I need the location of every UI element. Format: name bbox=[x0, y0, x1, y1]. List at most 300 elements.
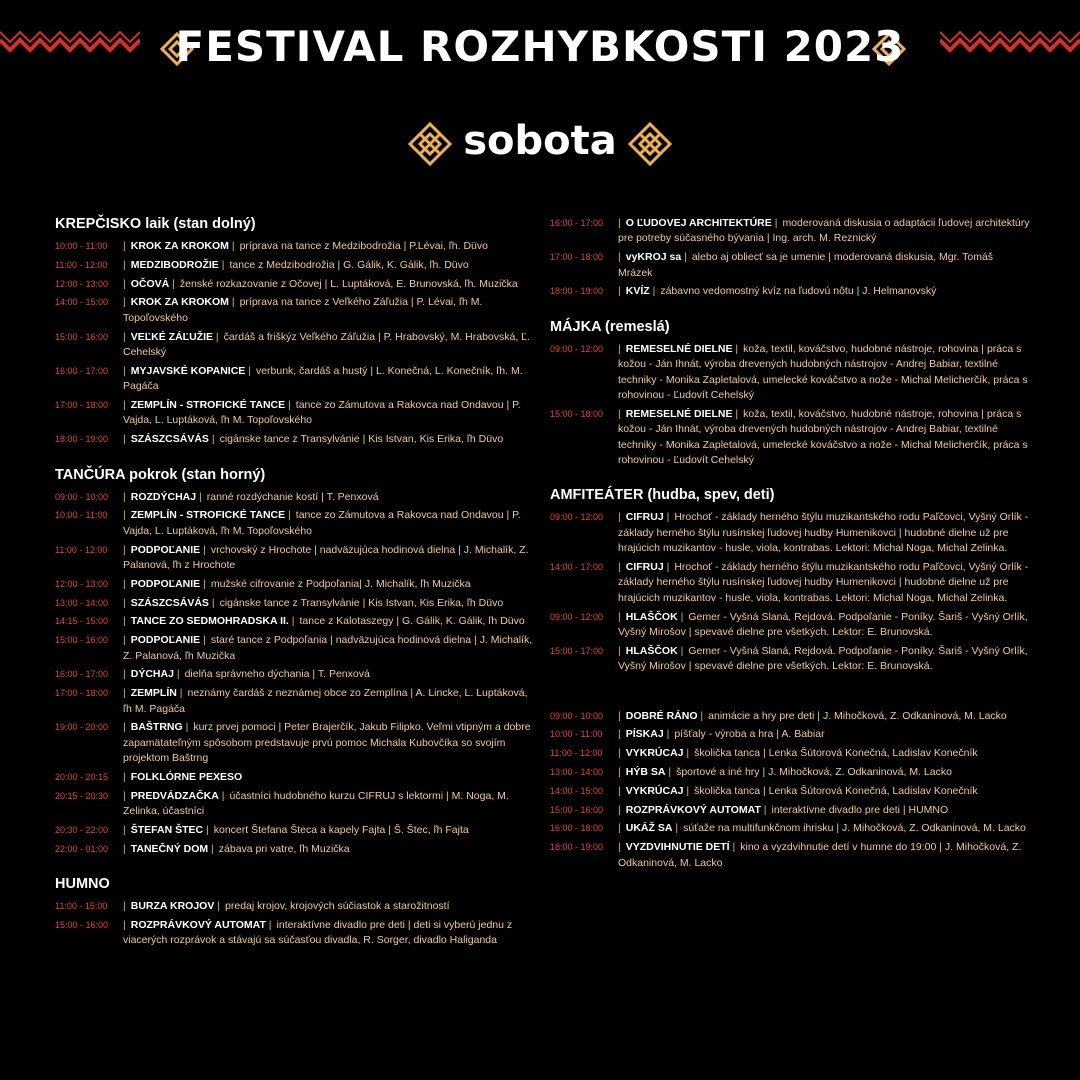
separator: | bbox=[649, 285, 656, 298]
time-range: 17:00 - 18:00 bbox=[550, 252, 604, 263]
event-name: VYZDVIHNUTIE DETÍ bbox=[625, 841, 730, 854]
separator: | bbox=[123, 615, 126, 628]
day-title: sobota bbox=[463, 118, 617, 164]
event-name: BURZA KROJOV bbox=[130, 900, 215, 913]
event-description: ženské rozkazovanie z Očovej | L. Luptáková, E. Brunovská, ľh. Muzička bbox=[179, 277, 518, 290]
time-range: 15:00 - 16:00 bbox=[55, 635, 109, 646]
event-name: CIFRUJ bbox=[625, 561, 664, 574]
event-description: predaj krojov, krojových súčiastok a starožitností bbox=[225, 900, 450, 913]
left-column bbox=[55, 215, 535, 967]
event-text bbox=[618, 216, 1030, 247]
separator: | bbox=[732, 407, 739, 420]
event-description: súťaže na multifunkčnom ihrisku | J. Mihočková, Z. Odkaninová, M. Lacko bbox=[683, 822, 1026, 835]
festival-title: FESTIVAL ROZHYBKOSTI 2023 bbox=[175, 22, 905, 71]
time-range: 14:00 - 15:00 bbox=[550, 785, 604, 796]
separator: | bbox=[218, 258, 225, 271]
event-name: ROZPRÁVKOVÝ AUTOMAT bbox=[625, 803, 761, 816]
time-range: 12:00 - 13:00 bbox=[55, 578, 109, 589]
program-row bbox=[550, 560, 1030, 606]
event-text bbox=[618, 284, 1030, 299]
time-range: 10:00 - 11:00 bbox=[550, 729, 603, 740]
separator: | bbox=[208, 842, 214, 855]
program-row bbox=[55, 720, 535, 766]
time-range: 11:00 - 12:00 bbox=[55, 259, 108, 270]
event-name: ZEMPLÍN bbox=[130, 687, 177, 700]
program-section bbox=[55, 466, 535, 858]
separator: | bbox=[285, 509, 291, 522]
event-description: príprava na tance z Veľkého Záľužia | P. Lévai, ľh M. Topoľovského bbox=[123, 296, 483, 324]
time-range: 17:00 - 18:00 bbox=[55, 688, 109, 699]
section-title: TANČÚRA pokrok (stan horný) bbox=[55, 466, 266, 483]
event-text bbox=[618, 727, 1030, 742]
separator: | bbox=[618, 728, 621, 741]
separator: | bbox=[618, 407, 621, 420]
event-text bbox=[123, 789, 535, 820]
section-title: AMFITEÁTER (hudba, spev, deti) bbox=[550, 487, 775, 504]
event-name: MYJAVSKÉ KOPANICE bbox=[130, 364, 246, 377]
separator: | bbox=[228, 240, 235, 252]
event-name: PODPOĽANIE bbox=[130, 577, 201, 590]
event-name: TANCE ZO SEDMOHRADSKA II. bbox=[130, 615, 289, 628]
program-row bbox=[55, 614, 535, 629]
event-description: Hrochoť - základy herného štýlu muzikantského rodu Paľčovci, Vyšný Orlík - základy herného štýlu rusínskej ľudovej hudby Humenikovci | hudobné dielne už pre hrajúcich muzikantov - husle, viola, kontrabas. Lektori: Michal Noga, Michal Zelinka. bbox=[618, 561, 1029, 604]
separator: | bbox=[663, 561, 670, 574]
program-section bbox=[550, 693, 1030, 871]
event-text bbox=[123, 899, 535, 914]
separator: | bbox=[214, 900, 221, 913]
program-row bbox=[550, 250, 1030, 281]
event-name: OČOVÁ bbox=[130, 277, 170, 290]
separator: | bbox=[123, 258, 126, 271]
program-row bbox=[550, 765, 1030, 780]
event-text bbox=[123, 508, 535, 539]
program-row bbox=[55, 770, 535, 785]
separator: | bbox=[169, 277, 175, 290]
separator: | bbox=[618, 822, 621, 835]
program-row bbox=[55, 364, 535, 395]
event-name: BAŠTRNG bbox=[130, 721, 183, 734]
event-name: KROK ZA KROKOM bbox=[130, 296, 229, 309]
event-name: HLAŠČOK bbox=[625, 610, 678, 623]
program-row bbox=[550, 216, 1030, 247]
event-text bbox=[618, 407, 1030, 469]
event-description: dielňa správneho dýchania | T. Penxová bbox=[184, 668, 370, 681]
event-name: KROK ZA KROKOM bbox=[130, 240, 229, 252]
event-description: zábava pri vatre, ľh Muzička bbox=[218, 842, 350, 855]
section-title: MÁJKA (remeslá) bbox=[550, 318, 670, 335]
separator: | bbox=[618, 511, 621, 524]
event-description: Gemer - Vyšná Slaná, Rejdová. Podpoľanie - Poníky. Šariš - Vyšný Orlík, Vyšný Mirošov | spevavé dielne pre všetkých. Lektor: E. Brunovská. bbox=[618, 644, 1028, 673]
separator: | bbox=[732, 342, 739, 355]
program-row bbox=[550, 284, 1030, 299]
event-description: cigánske tance z Transylvánie | Kis Istvan, Kis Erika, ľh Düvo bbox=[219, 433, 504, 446]
program-row bbox=[55, 258, 535, 273]
separator: | bbox=[123, 668, 126, 681]
program-row bbox=[55, 543, 535, 574]
right-column bbox=[550, 216, 1030, 889]
section-gap bbox=[550, 693, 1030, 709]
time-range: 14:00 - 17:00 bbox=[550, 562, 604, 573]
separator: | bbox=[213, 330, 219, 343]
time-range: 22:00 - 01:00 bbox=[55, 843, 109, 854]
event-text bbox=[123, 842, 535, 857]
separator: | bbox=[618, 561, 621, 574]
time-range: 09:00 - 10:00 bbox=[55, 491, 109, 502]
time-range: 20:30 - 22:00 bbox=[55, 825, 109, 836]
time-range: 20:00 - 20:15 bbox=[55, 772, 109, 783]
separator: | bbox=[683, 747, 690, 760]
separator: | bbox=[200, 577, 206, 590]
time-range: 15:00 - 16:00 bbox=[55, 920, 109, 931]
event-text bbox=[618, 709, 1030, 724]
event-text bbox=[123, 330, 535, 361]
time-range: 11:00 - 12:00 bbox=[55, 544, 108, 555]
separator: | bbox=[663, 511, 670, 524]
event-description: interaktívne divadlo pre deti | deti si vyberú jednu z viacerých rozprávok a stávajú sa súčasťou divadla, R. Sorger, divadlo Haliganda bbox=[123, 919, 513, 947]
event-name: ZEMPLÍN - STROFICKÉ TANCE bbox=[130, 509, 286, 522]
event-text bbox=[123, 398, 535, 429]
time-range: 15:00 - 16:00 bbox=[550, 804, 604, 815]
event-name: O ĽUDOVEJ ARCHITEKTÚRE bbox=[625, 217, 772, 229]
program-row bbox=[550, 821, 1030, 836]
time-range: 09:00 - 12:00 bbox=[550, 343, 604, 354]
event-description: interaktívne divadlo pre deti | HUMNO bbox=[771, 803, 949, 816]
time-range: 16:00 - 18:00 bbox=[550, 823, 604, 834]
event-name: FOLKLÓRNE PEXESO bbox=[130, 771, 243, 784]
program-row bbox=[55, 330, 535, 361]
separator: | bbox=[683, 784, 690, 797]
program-row bbox=[55, 667, 535, 682]
separator: | bbox=[665, 766, 672, 779]
program-row bbox=[55, 490, 535, 505]
program-row bbox=[55, 823, 535, 838]
event-description: ranné rozdýchanie kostí | T. Penxová bbox=[206, 490, 379, 503]
separator: | bbox=[123, 490, 126, 503]
separator: | bbox=[618, 285, 621, 298]
separator: | bbox=[218, 789, 225, 802]
event-text bbox=[123, 490, 535, 505]
separator: | bbox=[123, 240, 126, 252]
separator: | bbox=[618, 803, 621, 816]
separator: | bbox=[677, 644, 684, 657]
event-text bbox=[123, 432, 535, 447]
event-name: ROZPRÁVKOVÝ AUTOMAT bbox=[130, 919, 266, 932]
separator: | bbox=[123, 771, 126, 784]
event-name: SZÁSZCSÁVÁS bbox=[130, 596, 209, 609]
program-section bbox=[550, 216, 1030, 300]
event-name: PREDVÁDZAČKA bbox=[130, 789, 219, 802]
time-range: 16:00 - 17:00 bbox=[55, 669, 109, 680]
program-row bbox=[55, 596, 535, 611]
event-name: ZEMPLÍN - STROFICKÉ TANCE bbox=[130, 399, 286, 411]
program-row bbox=[550, 746, 1030, 761]
event-text bbox=[618, 803, 1030, 818]
separator: | bbox=[182, 721, 189, 734]
separator: | bbox=[618, 766, 621, 779]
program-section bbox=[550, 318, 1030, 469]
event-name: PODPOĽANIE bbox=[130, 543, 201, 556]
time-range: 10:00 - 11:00 bbox=[55, 241, 108, 251]
event-description: tance zo Zámutova a Rakovca nad Ondavou | P. Vajda, L. Luptáková, ľh M. Topoľovského bbox=[123, 399, 521, 427]
event-text bbox=[123, 239, 535, 254]
separator: | bbox=[123, 687, 126, 700]
program-row bbox=[550, 784, 1030, 799]
event-description: animácie a hry pre deti | J. Mihočková, Z. Odkaninová, M. Lacko bbox=[708, 709, 1007, 722]
separator: | bbox=[618, 610, 621, 623]
event-name: REMESELNÉ DIELNE bbox=[625, 407, 733, 420]
separator: | bbox=[228, 296, 235, 309]
event-name: VYKRÚCAJ bbox=[625, 747, 684, 760]
event-text bbox=[618, 560, 1030, 606]
time-range: 17:00 - 18:00 bbox=[55, 400, 109, 410]
event-name: KVÍZ bbox=[625, 285, 650, 298]
separator: | bbox=[123, 577, 126, 590]
separator: | bbox=[123, 596, 126, 609]
separator: | bbox=[123, 543, 126, 556]
event-description: koža, textil, kováčstvo, hudobné nástroje, rohovina | práca s kožou - Ján Ihnát, výroba drevených hudobných nástrojov - Andrej Babiar, textilné techniky - Monika Zapletalová, umelecké kováčstvo a nože - Michal Melicherčík, práca s rohovinou - Ľudovít Cehelský bbox=[618, 407, 1028, 467]
event-name: PODPOĽANIE bbox=[130, 634, 201, 647]
time-range: 13:00 - 14:00 bbox=[55, 597, 109, 608]
separator: | bbox=[618, 841, 621, 854]
event-description: kurz prvej pomoci | Peter Brajerčík, Jakub Filipko. Veľmi vtipným a dobre zapamätateľným spôsobom predstavuje prvú pomoc Michala Kubovčíka so svojím projektom Baštrng bbox=[123, 721, 531, 765]
separator: | bbox=[265, 919, 272, 932]
separator: | bbox=[176, 687, 183, 700]
separator: | bbox=[663, 728, 670, 741]
event-text bbox=[618, 510, 1030, 556]
separator: | bbox=[245, 364, 251, 377]
event-text bbox=[123, 667, 535, 682]
event-description: staré tance z Podpoľania | nadväzujúca hodinová dielna | J. Michalík, Z. Palanová, ľh Muzička bbox=[123, 634, 533, 662]
program-row bbox=[550, 709, 1030, 724]
event-description: koncert Štefana Šteca a kapely Fajta | Š. Štec, ľh Fajta bbox=[213, 824, 469, 837]
separator: | bbox=[697, 709, 704, 722]
separator: | bbox=[618, 217, 621, 229]
separator: | bbox=[771, 217, 778, 229]
event-name: DOBRÉ RÁNO bbox=[625, 709, 698, 722]
event-text bbox=[618, 644, 1030, 675]
event-name: TANEČNÝ DOM bbox=[130, 842, 209, 855]
separator: | bbox=[618, 784, 621, 797]
program-row bbox=[550, 840, 1030, 871]
event-description: športové a iné hry | J. Mihočková, Z. Odkaninová, M. Lacko bbox=[676, 766, 952, 779]
separator: | bbox=[200, 634, 206, 647]
event-text bbox=[123, 770, 535, 785]
program-section bbox=[55, 215, 535, 448]
separator: | bbox=[681, 251, 687, 264]
time-range: 19:00 - 20:00 bbox=[55, 722, 109, 733]
separator: | bbox=[123, 900, 126, 913]
event-description: účastníci hudobného kurzu CIFRUJ s lektormi | M. Noga, M. Zelinka, účastníci bbox=[123, 789, 509, 818]
event-text bbox=[123, 614, 535, 629]
event-text bbox=[123, 543, 535, 574]
event-name: HÝB SA bbox=[625, 766, 666, 779]
time-range: 15:00 - 17:00 bbox=[550, 645, 604, 656]
separator: | bbox=[760, 803, 767, 816]
program-row bbox=[55, 899, 535, 914]
time-range: 14:00 - 15:00 bbox=[55, 297, 109, 308]
separator: | bbox=[672, 822, 679, 835]
time-range: 15:00 - 18:00 bbox=[550, 408, 604, 419]
separator: | bbox=[618, 342, 621, 355]
event-name: ŠTEFAN ŠTEC bbox=[130, 824, 204, 837]
program-row bbox=[55, 842, 535, 857]
time-range: 09:00 - 12:00 bbox=[550, 512, 604, 523]
event-text bbox=[618, 840, 1030, 871]
event-description: cigánske tance z Transylvánie | Kis Istvan, Kis Erika, ľh Düvo bbox=[219, 596, 504, 609]
event-name: PÍSKAJ bbox=[625, 728, 664, 741]
separator: | bbox=[123, 364, 126, 377]
event-text bbox=[618, 342, 1030, 404]
time-range: 16:00 - 17:00 bbox=[550, 218, 604, 228]
event-text bbox=[618, 250, 1030, 281]
separator: | bbox=[123, 721, 126, 734]
event-name: REMESELNÉ DIELNE bbox=[625, 342, 733, 355]
event-name: HLAŠČOK bbox=[625, 644, 678, 657]
separator: | bbox=[208, 433, 215, 446]
time-range: 20:15 - 20:30 bbox=[55, 790, 109, 801]
event-name: DÝCHAJ bbox=[130, 668, 174, 681]
program-row bbox=[550, 644, 1030, 675]
program-row bbox=[550, 610, 1030, 641]
separator: | bbox=[288, 615, 295, 628]
program-row bbox=[55, 277, 535, 292]
event-name: VYKRÚCAJ bbox=[625, 784, 684, 797]
event-text bbox=[123, 596, 535, 611]
event-text bbox=[123, 577, 535, 592]
time-range: 14:15 - 15:00 bbox=[55, 616, 109, 627]
separator: | bbox=[173, 668, 180, 681]
event-text bbox=[123, 295, 535, 326]
event-description: neznámy čardáš z neznámej obce zo Zemplína | A. Lincke, L. Luptáková, ľh M. Pagáča bbox=[123, 687, 528, 715]
time-range: 12:00 - 13:00 bbox=[55, 278, 109, 289]
event-description: školička tanca | Lenka Šútorová Konečná, Ladislav Konečník bbox=[694, 784, 978, 797]
separator: | bbox=[203, 824, 209, 837]
event-text bbox=[123, 258, 535, 273]
header bbox=[0, 0, 1080, 180]
time-range: 18:00 - 19:00 bbox=[550, 842, 604, 853]
event-text bbox=[123, 364, 535, 395]
event-description: školička tanca | Lenka Šútorová Konečná, Ladislav Konečník bbox=[694, 747, 978, 760]
event-name: SZÁSZCSÁVÁS bbox=[130, 433, 209, 446]
program-row bbox=[550, 510, 1030, 556]
separator: | bbox=[196, 490, 202, 503]
time-range: 15:00 - 16:00 bbox=[55, 331, 109, 342]
separator: | bbox=[123, 919, 126, 932]
time-range: 16:00 - 17:00 bbox=[55, 365, 109, 376]
event-description: verbunk, čardáš a hustý | L. Konečná, L. Konečník, ľh. M. Pagáča bbox=[123, 364, 523, 393]
event-text bbox=[618, 765, 1030, 780]
event-description: Hrochoť - základy herného štýlu muzikantského rodu Paľčovci, Vyšný Orlík - základy herného štýlu rusínskej ľudovej hudby Humenikovci | hudobné dielne už pre hrajúcich muzikantov - husle, viola, kontrabas. Lektori: Michal Noga, Michal Zelinka. bbox=[618, 511, 1029, 555]
separator: | bbox=[729, 841, 736, 854]
event-name: ROZDÝCHAJ bbox=[130, 490, 197, 503]
program-row bbox=[55, 295, 535, 326]
event-description: mužské cifrovanie z Podpoľania| J. Michalík, ľh Muzička bbox=[210, 577, 471, 590]
separator: | bbox=[123, 399, 126, 411]
time-range: 18:00 - 19:00 bbox=[55, 434, 109, 445]
program-row bbox=[550, 342, 1030, 404]
separator: | bbox=[618, 709, 621, 722]
time-range: 11:00 - 12:00 bbox=[550, 748, 603, 759]
event-description: píšťaly - výroba a hra | A. Babiar bbox=[674, 728, 825, 741]
event-description: kino a vyzdvihnutie detí v humne do 19:00 | J. Mihočková, Z. Odkaninová, M. Lacko bbox=[618, 841, 1022, 869]
separator: | bbox=[208, 596, 215, 609]
program-row bbox=[550, 727, 1030, 742]
separator: | bbox=[200, 543, 206, 556]
event-text bbox=[123, 686, 535, 717]
event-name: UKÁŽ SA bbox=[625, 822, 673, 835]
event-text bbox=[618, 610, 1030, 641]
event-text bbox=[618, 784, 1030, 799]
time-range: 18:00 - 19:00 bbox=[550, 286, 604, 297]
time-range: 09:00 - 12:00 bbox=[550, 611, 604, 622]
separator: | bbox=[123, 277, 126, 290]
event-description: alebo aj oblieсť sa je umenie | moderovaná diskusia, Mgr. Tomáš Mrázek bbox=[618, 251, 994, 279]
separator: | bbox=[123, 296, 126, 309]
event-description: Gemer - Vyšná Slaná, Rejdová. Podpoľanie - Poníky. Šariš - Vyšný Orlík, Vyšný Mirošov | spevavé dielne pre všetkých. Lektor: E. Brunovská. bbox=[618, 610, 1028, 639]
program-row bbox=[550, 803, 1030, 818]
program-row bbox=[55, 789, 535, 820]
program-row bbox=[55, 398, 535, 429]
event-name: VEĽKÉ ZÁĽUŽIE bbox=[130, 330, 213, 343]
program-row bbox=[55, 432, 535, 447]
separator: | bbox=[123, 824, 126, 837]
program-row bbox=[55, 686, 535, 717]
separator: | bbox=[123, 789, 126, 802]
event-name: MEDZIBODROŽIE bbox=[130, 258, 219, 271]
program-row bbox=[55, 239, 535, 254]
program-row bbox=[55, 508, 535, 539]
separator: | bbox=[123, 634, 126, 647]
program-row bbox=[550, 407, 1030, 469]
separator: | bbox=[618, 644, 621, 657]
program-row bbox=[55, 918, 535, 949]
event-text bbox=[123, 823, 535, 838]
event-name: vyKROJ sa bbox=[625, 251, 682, 264]
separator: | bbox=[123, 433, 126, 446]
event-description: zábavno vedomostný kvíz na ľudovú nôtu | J. Helmanovský bbox=[660, 285, 937, 298]
time-range: 13:00 - 14:00 bbox=[550, 767, 604, 778]
event-description: príprava na tance z Medzibodrožia | P.Lévai, ľh. Düvo bbox=[239, 240, 488, 252]
event-text bbox=[123, 918, 535, 949]
event-description: tance z Medzibodrožia | G. Gálik, K. Gálik, ľh. Düvo bbox=[229, 258, 469, 271]
event-text bbox=[618, 821, 1030, 836]
event-description: koža, textil, kováčstvo, hudobné nástroje, rohovina | práca s kožou - Ján Ihnát, výroba drevených hudobných nástrojov - Andrej Babiar, textilné techniky - Monika Zapletalová, umelecké kováčstvo a nože - Michal Melicherčík, práca s rohovinou - Ľudovít Cehelský bbox=[618, 342, 1028, 402]
event-text bbox=[123, 633, 535, 664]
event-text bbox=[123, 720, 535, 766]
section-title: HUMNO bbox=[55, 876, 110, 893]
event-description: tance z Kalotaszegy | G. Gálik, K. Gálik, ľh Düvo bbox=[299, 615, 525, 628]
program-section bbox=[55, 875, 535, 949]
separator: | bbox=[285, 399, 291, 411]
event-description: vrchovský z Hrochote | nadväzujúca hodinová dielna | J. Michalík, Z. Palanová, ľh z Hrochote bbox=[123, 543, 529, 572]
program-row bbox=[55, 633, 535, 664]
time-range: 10:00 - 11:00 bbox=[55, 510, 108, 521]
separator: | bbox=[123, 842, 126, 855]
time-range: 11:00 - 15:00 bbox=[55, 901, 108, 912]
event-text bbox=[618, 746, 1030, 761]
event-name: CIFRUJ bbox=[625, 511, 664, 524]
separator: | bbox=[123, 509, 126, 522]
separator: | bbox=[618, 251, 621, 264]
event-text bbox=[123, 277, 535, 292]
program-row bbox=[55, 577, 535, 592]
separator: | bbox=[618, 747, 621, 760]
program-section bbox=[550, 486, 1030, 674]
time-range: 09:00 - 10:00 bbox=[550, 710, 604, 721]
section-title: KREPČISKO laik (stan dolný) bbox=[55, 216, 256, 232]
separator: | bbox=[677, 610, 684, 623]
separator: | bbox=[123, 330, 126, 343]
